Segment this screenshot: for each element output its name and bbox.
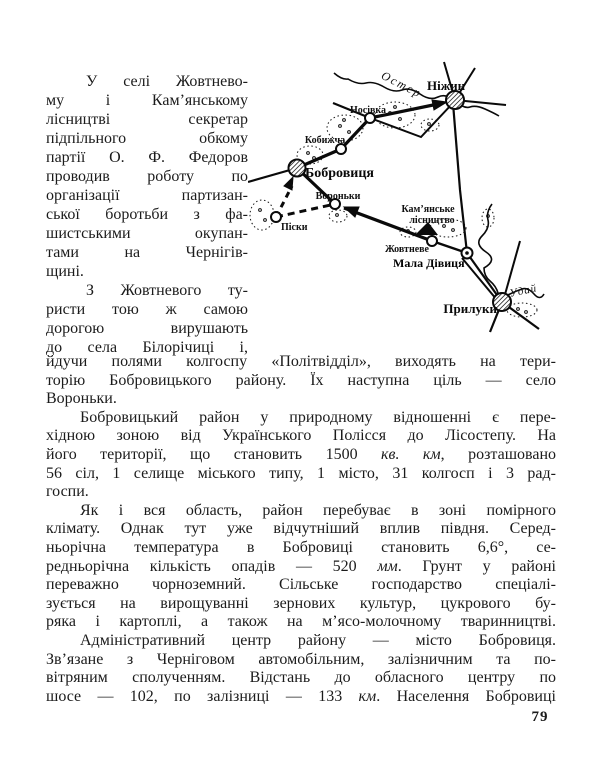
route-arrowhead [344, 207, 359, 217]
text-line: редньорічна кількість опадів — 520 мм. Грунт у районі [46, 557, 556, 575]
text-line: З Жовтневого ту- [86, 282, 248, 299]
village-marker-mala-divytsia-dot [465, 251, 469, 255]
text-column [46, 72, 248, 357]
map-label-kobyzhcha: Кобижча [304, 135, 346, 146]
text-line: ньорічна температура в Бобровиці становить 6,6°, се- [46, 538, 556, 556]
map-label-pisky: Піски [281, 222, 308, 233]
text-line: переважно чорноземний. Сільське господарство спеціалі- [46, 576, 556, 594]
text-line: лісництві секретар [46, 111, 248, 128]
text-line: підпільного обкому [46, 130, 248, 147]
map-label-mala-divytsia: Мала Дівиця [393, 256, 465, 270]
map-label-pryluky: Прилуки [443, 301, 497, 316]
text-line: торію Бобровицького району. Їх наступна ціль — село [46, 371, 556, 389]
map-label-nizhyn: Ніжин [427, 78, 466, 93]
city-marker-bobrovytsia [289, 160, 306, 177]
text-line: йдучи полями колгоспу «Політвідділ», виходять на тери- [46, 353, 556, 370]
route-arrowhead [284, 177, 293, 190]
route-arrowhead [432, 100, 447, 110]
text-line: госпи. [46, 483, 89, 501]
map-labels [281, 68, 538, 316]
text-line: му і Кам’янському [46, 92, 248, 109]
body-text-block [46, 353, 556, 706]
text-line: Вороньки. [46, 390, 117, 408]
map-label-forestry-2: лісництво [409, 215, 455, 226]
text-line: ряка і картоплі, а також на м’ясо-молочному тваринництві. [46, 613, 556, 631]
page-number: 79 [531, 709, 549, 725]
text-line: вітряним сполученням. Відстань до обласного центру по [46, 669, 556, 687]
text-line: проводив роботу по [46, 168, 248, 185]
map-label-nosivka: Носівка [349, 105, 387, 116]
text-line: Бобровицький район у природному відношенні є пере- [80, 408, 556, 426]
map-label-river-oster: Остер [379, 68, 425, 101]
text-line: клімату. Однак тут уже відчутніший вплив півдня. Серед- [46, 520, 556, 538]
text-line: Адміністративний центр району — місто Бобровиця. [80, 631, 556, 649]
map-label-bobrovytsia: Бобровиця [305, 166, 374, 181]
text-line: шосе — 102, по залізниці — 133 км. Населення Бобровиці [46, 687, 556, 705]
map-label-voronky: Вороньки [315, 191, 361, 202]
settlement-markers [271, 91, 511, 311]
text-line: до села Білорічиці і, [46, 339, 248, 356]
map-label-zhovtneve: Жовтневе [385, 244, 429, 255]
text-line: хідною зоною від Українського Полісся до Лісостепу. На [46, 427, 556, 445]
text-line: 56 сіл, 1 селище міського типу, 1 місто, 31 колгосп і 3 рад- [46, 464, 556, 482]
text-line: зується на вирощуванні зернових культур, цукрового бу- [46, 594, 556, 612]
text-line: щині. [46, 263, 84, 280]
district-map-figure [248, 58, 593, 338]
map-roads [248, 62, 539, 332]
text-line: партії О. Ф. Федоров [46, 149, 248, 166]
village-marker-pisky [271, 212, 281, 222]
text-line: тами на Чернігів- [46, 244, 248, 261]
text-line: шистськими окупан- [46, 225, 248, 242]
text-line: ської боротьби з фа- [46, 206, 248, 223]
text-line: Зв’язане з Черніговом автомобільним, залізничним та по- [46, 650, 556, 668]
text-line: організації партизан- [46, 187, 248, 204]
map-label-forestry-1: Кам’янське [401, 204, 455, 215]
text-line: його території, що становить 1500 кв. км, розташовано [46, 445, 556, 463]
text-line: У селі Жовтнево- [86, 73, 248, 90]
text-line: ристи тою ж самою [46, 301, 248, 318]
text-line: Як і вся область, район перебуває в зоні помірного [80, 501, 556, 519]
text-line: дорогою вирушають [46, 320, 248, 337]
map-label-river-uday: Удай [508, 282, 539, 300]
city-marker-nizhyn [446, 91, 464, 109]
